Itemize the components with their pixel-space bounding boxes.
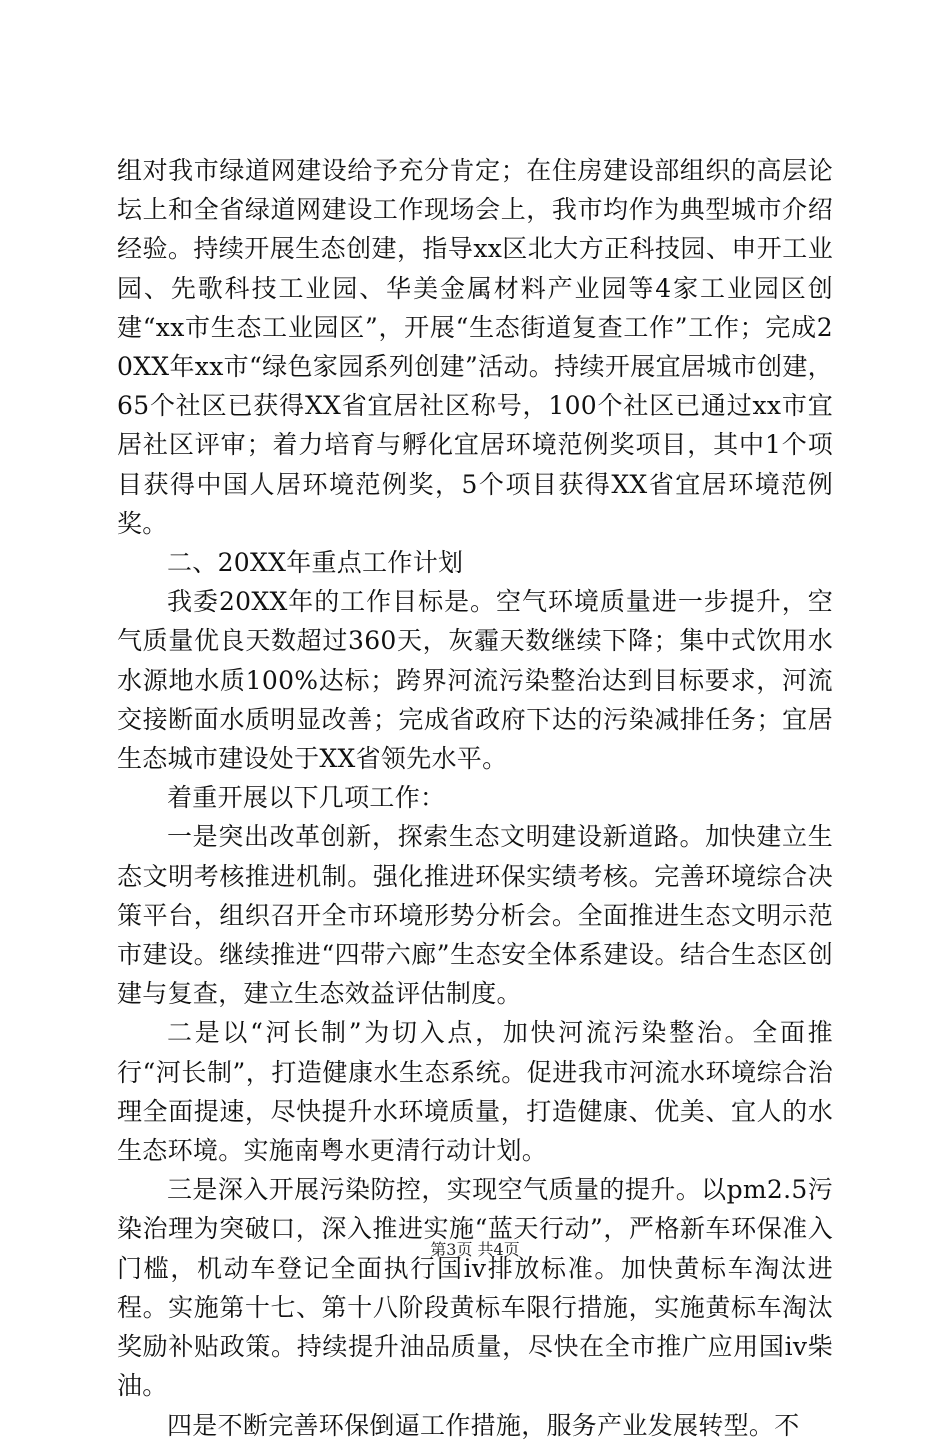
paragraph-task-three: 三是深入开展污染防控，实现空气质量的提升。以pm2.5污染治理为突破口，深入推进实施“蓝天行动”，严格新车环保准入门槛，机动车登记全面执行国iv排放标准。加快黄标车淘汰进程。实施第十七、第十八阶段黄标车限行措施，实施黄标车淘汰奖励补贴政策。持续提升油品质量，尽快在全市推广应用国iv柴油。 [117, 1175, 833, 1401]
paragraph-task-one: 一是突出改革创新，探索生态文明建设新道路。加快建立生态文明考核推进机制。强化推进环保实绩考核。完善环境综合决策平台，组织召开全市环境形势分析会。全面推进生态文明示范市建设。继续推进“四带六廊”生态安全体系建设。结合生态区创建与复查，建立生态效益评估制度。 [117, 822, 833, 1009]
page-footer: 第3页 共4页 [430, 1240, 520, 1259]
paragraph-key-tasks-intro: 着重开展以下几项工作： [167, 783, 446, 813]
paragraph-task-two: 二是以“河长制”为切入点，加快河流污染整治。全面推行“河长制”，打造健康水生态系统。促进我市河流水环境综合治理全面提速，尽快提升水环境质量，打造健康、优美、宜人的水生态环境。实施南粤水更清行动计划。 [117, 1018, 833, 1166]
paragraph-task-four: 四是不断完善环保倒逼工作措施，服务产业发展转型。不 [167, 1410, 800, 1440]
paragraph-work-goals: 我委20XX年的工作目标是。空气环境质量进一步提升，空气质量优良天数超过360天，灰霾天数继续下降；集中式饮用水水源地水质100%达标；跨界河流污染整治达到目标要求，河流交接断面水质明显改善；完成省政府下达的污染减排任务；宜居生态城市建设处于XX省领先水平。 [117, 587, 833, 774]
section-heading: 二、20XX年重点工作计划 [167, 548, 464, 578]
paragraph-1: 组对我市绿道网建设给予充分肯定；在住房建设部组织的高层论坛上和全省绿道网建设工作现场会上，我市均作为典型城市介绍经验。持续开展生态创建，指导xx区北大方正科技园、申开工业园、先歌科技工业园、华美金属材料产业园等4家工业园区创建“xx市生态工业园区”，开展“生态街道复查工作”工作；完成20XX年xx市“绿色家园系列创建”活动。持续开展宜居城市创建，65个社区已获得XX省宜居社区称号，100个社区已通过xx市宜居社区评审；着力培育与孵化宜居环境范例奖项目，其中1个项目获得中国人居环境范例奖，5个项目获得XX省宜居环境范例奖。 [117, 156, 833, 538]
